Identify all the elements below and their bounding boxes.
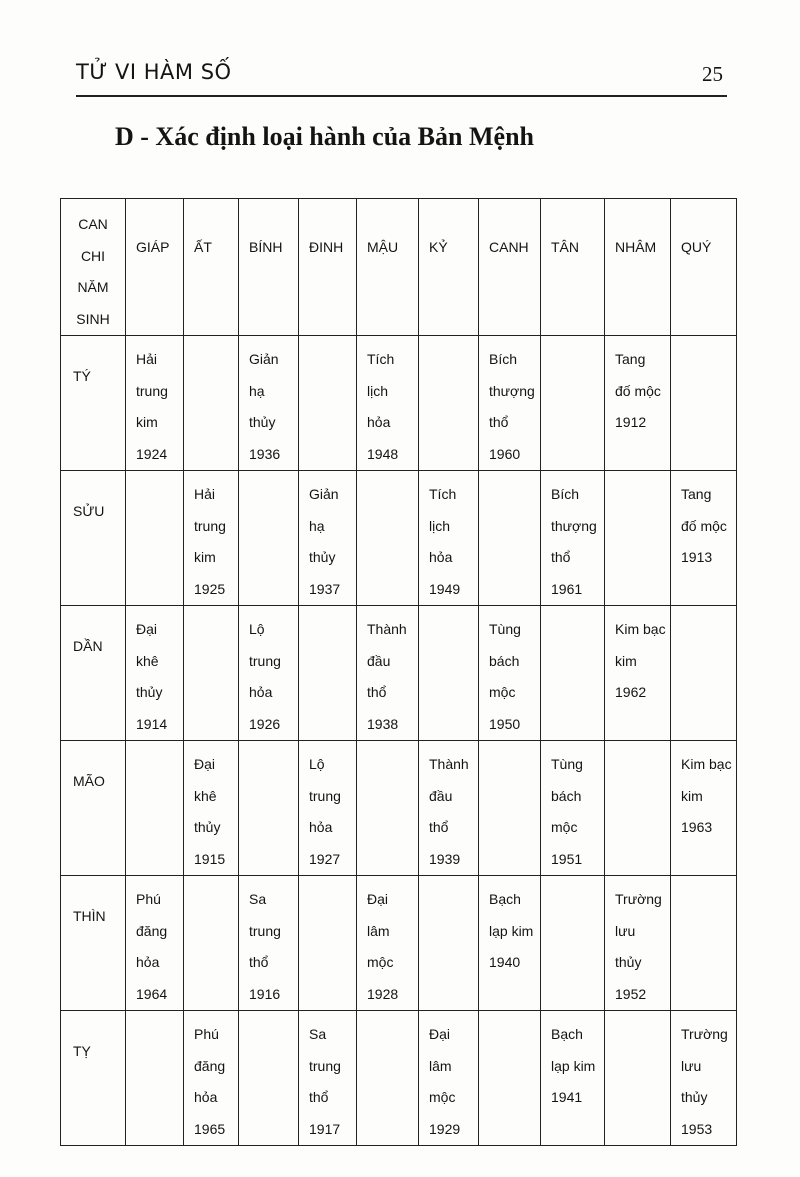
table-header-row: [61, 199, 737, 336]
table-cell: [419, 876, 479, 1011]
table-row: [61, 606, 737, 741]
table-row: [61, 336, 737, 471]
column-header: [239, 199, 299, 336]
table-cell: [605, 606, 671, 741]
table-cell: [357, 741, 419, 876]
table-cell: [479, 876, 541, 1011]
table-cell: [419, 741, 479, 876]
table-cell: [541, 876, 605, 1011]
column-header-label: QUÝ: [681, 239, 712, 255]
table-cell: [239, 741, 299, 876]
page-number: 25: [702, 62, 723, 86]
column-header: [541, 199, 605, 336]
table-cell: [479, 606, 541, 741]
table-cell: [239, 471, 299, 606]
table-cell: [541, 336, 605, 471]
corner-label-line: SINH: [76, 310, 110, 327]
table-cell: [671, 741, 737, 876]
cell-text: [184, 336, 238, 344]
table-cell: [184, 1011, 239, 1146]
table-cell: [419, 606, 479, 741]
table-cell: [605, 1011, 671, 1146]
cell-text: [671, 336, 736, 344]
table-cell: [479, 741, 541, 876]
column-header: [126, 199, 184, 336]
column-header: [479, 199, 541, 336]
table-cell: [671, 876, 737, 1011]
cell-text: [357, 741, 418, 749]
table-cell: [479, 336, 541, 471]
cell-text: [605, 471, 670, 479]
cell-text: [671, 606, 736, 614]
column-header: [671, 199, 737, 336]
cell-text: [419, 336, 478, 344]
row-header-cell: [61, 876, 126, 1011]
table-cell: [357, 471, 419, 606]
table-cell: [541, 471, 605, 606]
column-header-label: MẬU: [367, 239, 399, 255]
table-cell: [184, 606, 239, 741]
cell-text: Tích lịch hỏa 1948: [367, 351, 399, 462]
cell-text: [541, 336, 604, 344]
cell-text: Bạch lạp kim 1940: [489, 891, 534, 970]
cell-text: Đại khê thủy 1914: [136, 621, 168, 732]
cell-text: Phú đăng hỏa 1965: [194, 1026, 226, 1137]
cell-text: Kim bạc kim 1962: [615, 621, 666, 700]
cell-text: Bích thượng thổ 1960: [489, 351, 535, 462]
row-label: DẦN: [73, 638, 103, 654]
cell-text: Tang đố mộc 1912: [615, 351, 661, 430]
table-cell: [239, 876, 299, 1011]
cell-text: Trường lưu thủy 1953: [681, 1026, 728, 1137]
cell-text: Lộ trung hỏa 1926: [249, 621, 281, 732]
cell-text: [419, 876, 478, 884]
table-cell: [605, 336, 671, 471]
table-cell: [184, 876, 239, 1011]
cell-text: Tùng bách mộc 1950: [489, 621, 521, 732]
table-cell: [671, 606, 737, 741]
cell-text: Thành đầu thổ 1939: [429, 756, 469, 867]
table-cell: [671, 1011, 737, 1146]
cell-text: [299, 876, 356, 884]
cell-text: Hải trung kim 1924: [136, 351, 168, 462]
table-cell: [184, 741, 239, 876]
table-cell: [671, 336, 737, 471]
cell-text: Giản hạ thủy 1937: [309, 486, 341, 597]
column-header: [184, 199, 239, 336]
section-title: D - Xác định loại hành của Bản Mệnh: [115, 122, 534, 151]
cell-text: [605, 1011, 670, 1019]
cell-text: [299, 336, 356, 344]
corner-label-line: NĂM: [77, 279, 109, 295]
row-header-cell: [61, 1011, 126, 1146]
table-cell: [299, 471, 357, 606]
table-cell: [357, 1011, 419, 1146]
table-cell: [126, 876, 184, 1011]
table-cell: [299, 606, 357, 741]
table-cell: [126, 471, 184, 606]
cell-text: Thành đầu thổ 1938: [367, 621, 407, 732]
table-cell: [479, 471, 541, 606]
cell-text: Hải trung kim 1925: [194, 486, 226, 597]
cell-text: Sa trung thổ 1916: [249, 891, 281, 1002]
table-row: [61, 876, 737, 1011]
header-rule: [76, 95, 727, 97]
table-cell: [479, 1011, 541, 1146]
running-header-title: TỬ VI HÀM SỐ: [76, 60, 232, 84]
can-chi-table: [60, 198, 737, 1146]
cell-text: Tang đố mộc 1913: [681, 486, 727, 565]
table-cell: [605, 471, 671, 606]
cell-text: [239, 1011, 298, 1019]
table-cell: [126, 741, 184, 876]
table-cell: [419, 471, 479, 606]
table-cell: [239, 606, 299, 741]
corner-label-line: CHI: [80, 247, 106, 264]
row-label: TÝ: [73, 368, 91, 384]
cell-text: [239, 741, 298, 749]
cell-text: Đại lâm mộc 1928: [367, 891, 399, 1002]
cell-text: [357, 471, 418, 479]
column-header-label: TÂN: [551, 239, 579, 255]
cell-text: Tích lịch hỏa 1949: [429, 486, 461, 597]
cell-text: [184, 606, 238, 614]
table-cell: [299, 336, 357, 471]
table-cell: [299, 741, 357, 876]
table-cell: [126, 336, 184, 471]
cell-text: [479, 1011, 540, 1019]
table-cell: [126, 1011, 184, 1146]
column-header: [299, 199, 357, 336]
row-header-cell: [61, 336, 126, 471]
cell-text: [126, 741, 183, 749]
cell-text: Bạch lạp kim 1941: [551, 1026, 596, 1105]
table-cell: [419, 336, 479, 471]
cell-text: [184, 876, 238, 884]
cell-text: [541, 876, 604, 884]
column-header: [357, 199, 419, 336]
table-row: [61, 1011, 737, 1146]
cell-text: Trường lưu thủy 1952: [615, 891, 662, 1002]
cell-text: [479, 741, 540, 749]
table-cell: [357, 336, 419, 471]
cell-text: Kim bạc kim 1963: [681, 756, 732, 835]
row-header-cell: [61, 606, 126, 741]
table-cell: [541, 606, 605, 741]
column-header-label: BÍNH: [249, 239, 283, 255]
column-header-label: CANH: [489, 239, 529, 255]
cell-text: [239, 471, 298, 479]
column-header: [605, 199, 671, 336]
table-cell: [541, 741, 605, 876]
cell-text: [671, 876, 736, 884]
cell-text: [605, 741, 670, 749]
column-header-label: KỶ: [429, 239, 448, 255]
cell-text: [419, 606, 478, 614]
table-cell: [605, 876, 671, 1011]
column-header: [419, 199, 479, 336]
corner-header-cell: [61, 199, 126, 336]
row-header-cell: [61, 471, 126, 606]
table-cell: [541, 1011, 605, 1146]
table-cell: [126, 606, 184, 741]
cell-text: Sa trung thổ 1917: [309, 1026, 341, 1137]
cell-text: [479, 471, 540, 479]
table-cell: [299, 876, 357, 1011]
column-header-label: ẤT: [194, 239, 212, 255]
table-cell: [357, 606, 419, 741]
row-label: SỬU: [73, 503, 105, 519]
table-cell: [357, 876, 419, 1011]
table-cell: [184, 336, 239, 471]
row-label: TỴ: [73, 1043, 91, 1059]
row-header-cell: [61, 741, 126, 876]
column-header-label: NHÂM: [615, 239, 657, 255]
cell-text: Phú đăng hỏa 1964: [136, 891, 168, 1002]
cell-text: Đại khê thủy 1915: [194, 756, 226, 867]
cell-text: [357, 1011, 418, 1019]
cell-text: Đại lâm mộc 1929: [429, 1026, 461, 1137]
cell-text: Lộ trung hỏa 1927: [309, 756, 341, 867]
table-cell: [419, 1011, 479, 1146]
cell-text: [126, 471, 183, 479]
table-cell: [239, 336, 299, 471]
cell-text: Tùng bách mộc 1951: [551, 756, 583, 867]
table-cell: [299, 1011, 357, 1146]
table-cell: [239, 1011, 299, 1146]
row-label: THÌN: [73, 908, 106, 924]
table-row: [61, 741, 737, 876]
cell-text: Giản hạ thủy 1936: [249, 351, 281, 462]
column-header-label: ĐINH: [309, 239, 344, 255]
cell-text: Bích thượng thổ 1961: [551, 486, 597, 597]
cell-text: [299, 606, 356, 614]
table-cell: [671, 471, 737, 606]
table-cell: [184, 471, 239, 606]
corner-label-line: CAN: [78, 216, 108, 232]
cell-text: [126, 1011, 183, 1019]
table-cell: [605, 741, 671, 876]
column-header-label: GIÁP: [136, 239, 170, 255]
row-label: MÃO: [73, 773, 105, 789]
table-row: [61, 471, 737, 606]
cell-text: [541, 606, 604, 614]
